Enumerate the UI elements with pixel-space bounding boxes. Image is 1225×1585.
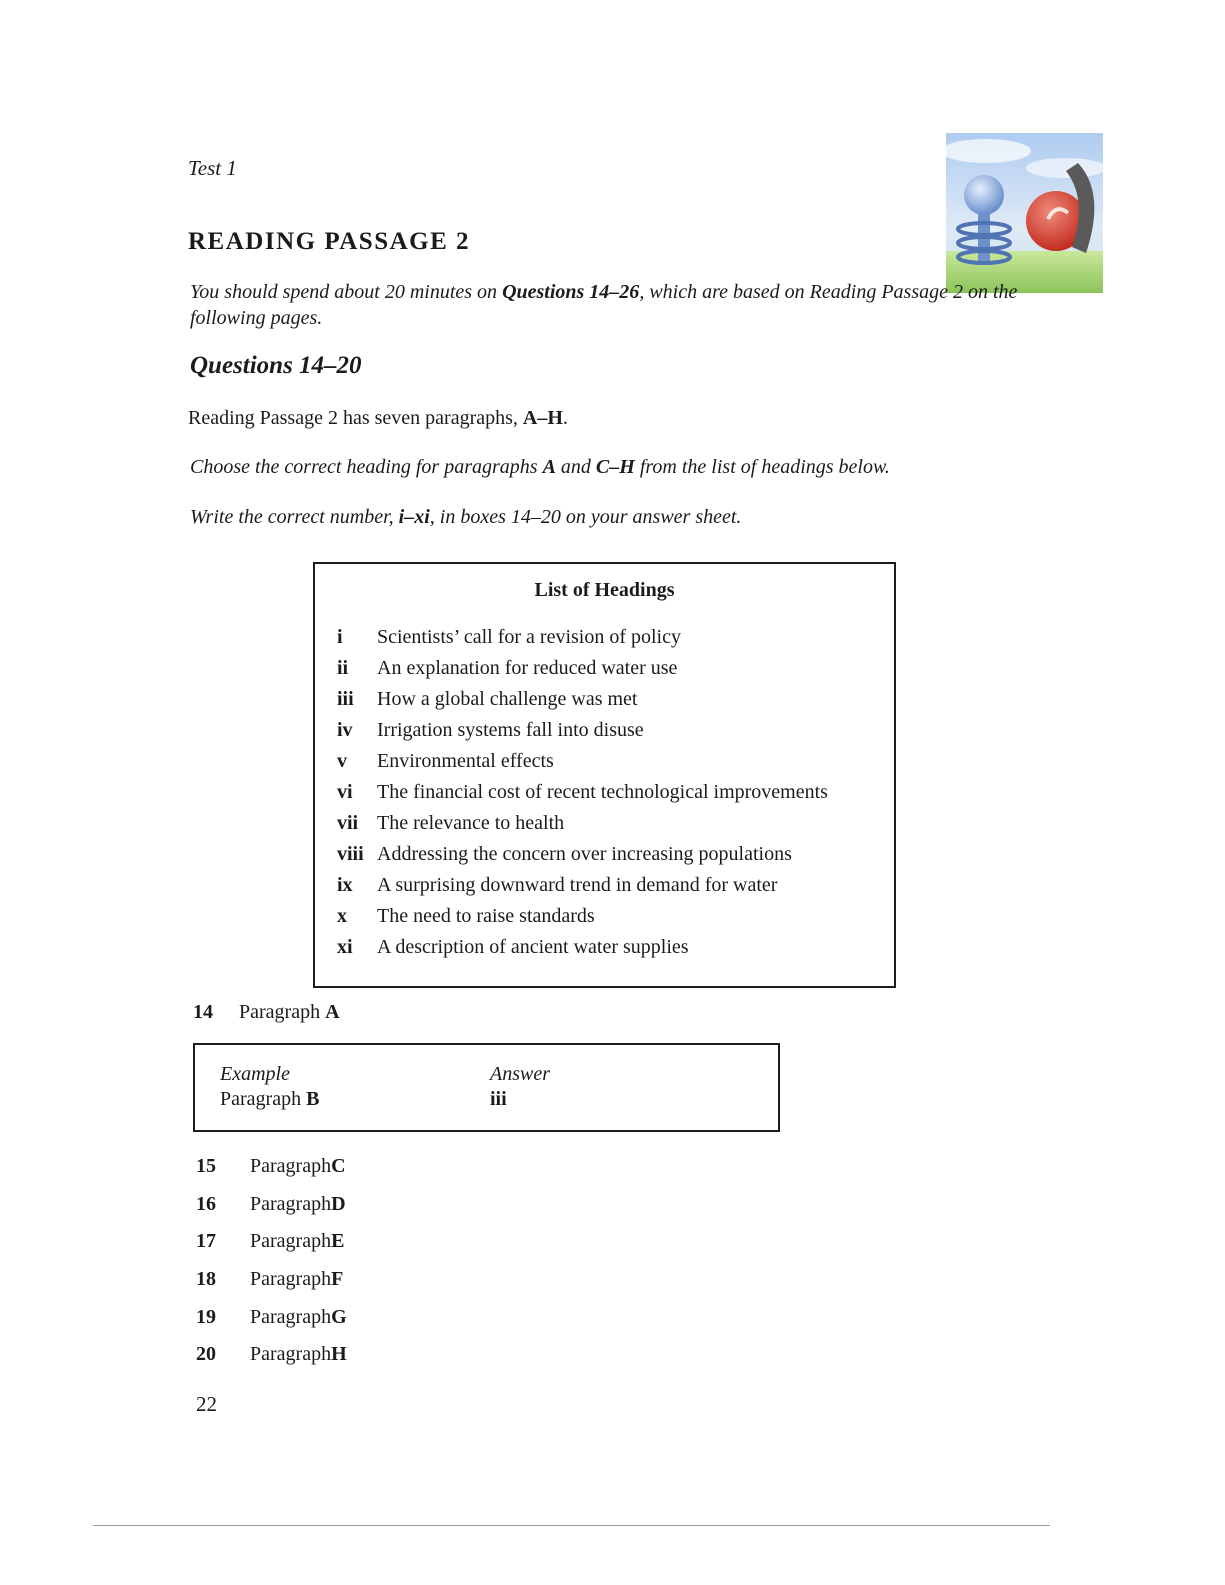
instructions-questions-range: Questions 14–26 — [502, 281, 640, 303]
heading-item — [337, 653, 828, 684]
question-letter: E — [331, 1230, 345, 1253]
heading-text: Scientists’ call for a revision of policy — [377, 626, 681, 648]
heading-item — [337, 808, 828, 839]
heading-item — [337, 932, 828, 963]
heading-item — [337, 839, 828, 870]
intro-line-3 — [190, 506, 741, 529]
question-14 — [193, 1001, 340, 1024]
example-label: Example — [220, 1063, 290, 1085]
instructions — [190, 279, 1020, 331]
heading-number: i — [337, 626, 343, 648]
heading-item — [337, 777, 828, 808]
question-letter: D — [331, 1192, 346, 1215]
question-letter: F — [331, 1268, 344, 1291]
heading-number: iii — [337, 688, 354, 710]
question-label: Paragraph — [250, 1192, 332, 1215]
heading-number: x — [337, 905, 347, 927]
example-paragraph-letter: B — [306, 1088, 320, 1110]
heading-item — [337, 684, 828, 715]
heading-number: ix — [337, 874, 353, 896]
question-label: Paragraph — [250, 1268, 332, 1291]
intro-line-1 — [188, 407, 568, 430]
example-box — [193, 1043, 780, 1132]
intro-line-2-d: C–H — [595, 456, 635, 478]
instructions-text-2: , which are based on Reading Passage 2 on the following pages. — [190, 281, 1018, 329]
question-label: Paragraph — [250, 1230, 332, 1253]
question-item — [196, 1186, 347, 1224]
heading-text: Irrigation systems fall into disuse — [377, 719, 644, 741]
heading-number: xi — [337, 936, 353, 958]
heading-text: An explanation for reduced water use — [377, 657, 678, 679]
instructions-text-1: You should spend about 20 minutes on — [190, 281, 503, 303]
heading-text: The need to raise standards — [377, 905, 595, 927]
heading-text: The financial cost of recent technological improvements — [377, 781, 828, 803]
heading-item — [337, 901, 828, 932]
list-of-headings-box — [313, 562, 896, 988]
heading-number: ii — [337, 657, 349, 679]
heading-number: v — [337, 750, 347, 772]
question-number: 19 — [196, 1305, 216, 1328]
intro-line-1-text: Reading Passage 2 has seven paragraphs, — [188, 407, 523, 429]
question-letter: G — [331, 1305, 347, 1328]
question-label: Paragraph — [239, 1001, 326, 1023]
intro-line-3-c: , in boxes 14–20 on your answer sheet. — [429, 506, 742, 528]
question-number: 20 — [196, 1343, 216, 1366]
example-answer: iii — [490, 1088, 507, 1110]
intro-line-3-b: i–xi — [398, 506, 430, 528]
question-letter: C — [331, 1155, 346, 1178]
intro-line-1-end: . — [562, 407, 568, 429]
intro-line-2 — [190, 456, 890, 479]
intro-line-2-c: and — [555, 456, 596, 478]
logo-graphic — [946, 133, 1103, 293]
watermark-logo-image — [946, 133, 1103, 293]
question-letter: H — [331, 1343, 347, 1366]
test-label: Test 1 — [188, 156, 237, 180]
questions-heading: Questions 14–20 — [190, 352, 362, 379]
passage-title: READING PASSAGE 2 — [188, 228, 471, 255]
intro-line-1-range: A–H — [522, 407, 563, 429]
question-number: 16 — [196, 1192, 216, 1215]
question-label: Paragraph — [250, 1343, 332, 1366]
heading-number: vi — [337, 781, 353, 803]
intro-line-2-a: Choose the correct heading for paragraphs — [190, 456, 543, 478]
headings-title: List of Headings — [534, 579, 675, 601]
example-column — [220, 1062, 319, 1112]
heading-list — [337, 622, 828, 963]
question-list — [196, 1148, 347, 1374]
question-item — [196, 1223, 347, 1261]
heading-item — [337, 622, 828, 653]
intro-line-2-b: A — [542, 456, 556, 478]
question-number: 15 — [196, 1155, 216, 1178]
question-item — [196, 1336, 347, 1374]
heading-text: Environmental effects — [377, 750, 554, 772]
question-item — [196, 1148, 347, 1186]
question-number: 14 — [193, 1001, 213, 1023]
example-paragraph-label: Paragraph — [220, 1088, 307, 1110]
question-item — [196, 1261, 347, 1299]
heading-item — [337, 715, 828, 746]
heading-text: The relevance to health — [377, 812, 565, 834]
page-number: 22 — [196, 1392, 217, 1416]
intro-line-2-e: from the list of headings below. — [634, 456, 890, 478]
question-letter: A — [325, 1001, 340, 1023]
heading-text: A surprising downward trend in demand for water — [377, 874, 778, 896]
question-number: 18 — [196, 1268, 216, 1291]
intro-line-3-a: Write the correct number, — [190, 506, 399, 528]
answer-column — [490, 1062, 550, 1112]
question-label: Paragraph — [250, 1155, 332, 1178]
question-label: Paragraph — [250, 1305, 332, 1328]
answer-label: Answer — [490, 1063, 550, 1085]
heading-number: viii — [337, 843, 364, 865]
heading-item — [337, 870, 828, 901]
bottom-divider — [93, 1525, 1050, 1526]
question-item — [196, 1298, 347, 1336]
heading-item — [337, 746, 828, 777]
heading-text: Addressing the concern over increasing populations — [377, 843, 792, 865]
question-number: 17 — [196, 1230, 216, 1253]
heading-number: vii — [337, 812, 359, 834]
heading-number: iv — [337, 719, 353, 741]
heading-text: A description of ancient water supplies — [377, 936, 689, 958]
heading-text: How a global challenge was met — [377, 688, 638, 710]
